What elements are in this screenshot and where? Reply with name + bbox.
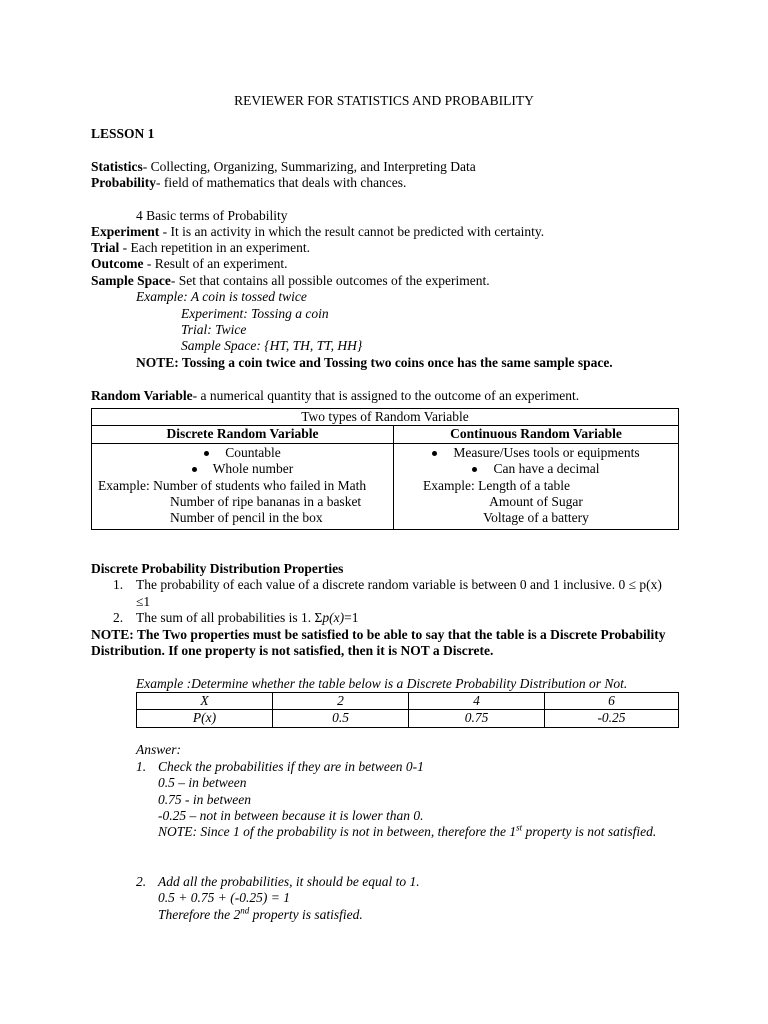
- lesson-heading: LESSON 1: [91, 126, 155, 141]
- definition-probability: Probability- field of mathematics that deals with chances.: [91, 175, 407, 190]
- table-cell: 4: [409, 693, 545, 710]
- definition-statistics: Statistics- Collecting, Organizing, Summarizing, and Interpreting Data: [91, 159, 476, 174]
- answer-sum: 0.5 + 0.75 + (-0.25) = 1: [158, 890, 290, 905]
- continuous-header: Continuous Random Variable: [394, 426, 679, 443]
- list-item: Measure/Uses tools or equipments: [394, 445, 678, 461]
- table-row: [137, 693, 679, 710]
- distribution-note-continued: Distribution. If one property is not satisfied, then it is NOT a Discrete.: [91, 643, 494, 658]
- answer-step-2: Add all the probabilities, it should be equal to 1.: [158, 874, 420, 889]
- table-cell: X: [137, 693, 273, 710]
- property-1-text: The probability of each value of a discrete random variable is between 0 and 1 inclusive. 0 ≤ p(x): [136, 577, 662, 592]
- property-1-continued: ≤1: [136, 594, 151, 609]
- answer-step-1-number: 1.: [136, 759, 147, 774]
- random-variable-table: [91, 408, 679, 530]
- continuous-cell: [394, 443, 679, 529]
- basic-terms-heading: 4 Basic terms of Probability: [136, 208, 288, 223]
- property-2-number: 2.: [113, 610, 124, 625]
- answer-check-1: 0.5 – in between: [158, 775, 247, 790]
- sample-space-note: NOTE: Tossing a coin twice and Tossing two coins once has the same sample space.: [136, 355, 613, 370]
- definition-experiment: Experiment - It is an activity in which the result cannot be predicted with certainty.: [91, 224, 545, 239]
- property-2-text: The sum of all probabilities is 1. Σp(x)=1: [136, 610, 359, 625]
- list-item: Number of ripe bananas in a basket: [170, 494, 362, 510]
- distribution-heading: Discrete Probability Distribution Properties: [91, 561, 344, 576]
- definition-outcome: Outcome - Result of an experiment.: [91, 256, 288, 271]
- coin-example-experiment: Experiment: Tossing a coin: [181, 306, 329, 321]
- coin-example-trial: Trial: Twice: [181, 322, 247, 337]
- list-item: Example: Length of a table: [423, 477, 570, 493]
- distribution-note: NOTE: The Two properties must be satisfied to be able to say that the table is a Discrete Probability: [91, 627, 666, 642]
- answer-step-2-number: 2.: [136, 874, 147, 889]
- document-title: REVIEWER FOR STATISTICS AND PROBABILITY: [234, 93, 534, 108]
- example-prompt: Example :Determine whether the table below is a Discrete Probability Distribution or Not.: [136, 676, 628, 691]
- list-item: Countable: [92, 445, 393, 461]
- bullet-icon: [204, 451, 209, 456]
- answer-conclusion: Therefore the 2nd property is satisfied.: [158, 905, 363, 922]
- table-cell: P(x): [137, 710, 273, 727]
- list-item: Voltage of a battery: [483, 510, 589, 526]
- bullet-icon: [192, 467, 197, 472]
- bullet-icon: [472, 467, 477, 472]
- answer-step-1: Check the probabilities if they are in between 0-1: [158, 759, 424, 774]
- coin-example: Example: A coin is tossed twice: [136, 289, 307, 304]
- table-row: [92, 409, 679, 426]
- definition-sample-space: Sample Space- Set that contains all possible outcomes of the experiment.: [91, 273, 490, 288]
- table-cell: -0.25: [545, 710, 679, 727]
- list-item: Can have a decimal: [394, 461, 678, 477]
- table-row: [137, 710, 679, 727]
- discrete-cell: [92, 443, 394, 529]
- definition-random-variable: Random Variable- a numerical quantity that is assigned to the outcome of an experiment.: [91, 388, 580, 403]
- table-cell: 6: [545, 693, 679, 710]
- answer-label: Answer:: [136, 742, 181, 757]
- list-item: Number of pencil in the box: [170, 510, 323, 526]
- list-item: Amount of Sugar: [489, 494, 583, 510]
- definition-trial: Trial - Each repetition in an experiment.: [91, 240, 311, 255]
- table-cell: 2: [273, 693, 409, 710]
- probability-table: [136, 692, 679, 728]
- list-item: Example: Number of students who failed in Math: [98, 477, 367, 493]
- property-1-number: 1.: [113, 577, 124, 592]
- table-row: [92, 443, 679, 529]
- table-row: [92, 426, 679, 443]
- table-cell: 0.75: [409, 710, 545, 727]
- list-item: Whole number: [92, 461, 393, 477]
- answer-check-2: 0.75 - in between: [158, 792, 251, 807]
- table-cell: 0.5: [273, 710, 409, 727]
- answer-check-3: -0.25 – not in between because it is lower than 0.: [158, 808, 424, 823]
- bullet-icon: [432, 451, 437, 456]
- discrete-header: Discrete Random Variable: [92, 426, 394, 443]
- answer-note: NOTE: Since 1 of the probability is not in between, therefore the 1st property is not satisfied.: [158, 822, 657, 839]
- coin-example-sample-space: Sample Space: {HT, TH, TT, HH}: [181, 338, 363, 353]
- table-caption: Two types of Random Variable: [92, 409, 679, 426]
